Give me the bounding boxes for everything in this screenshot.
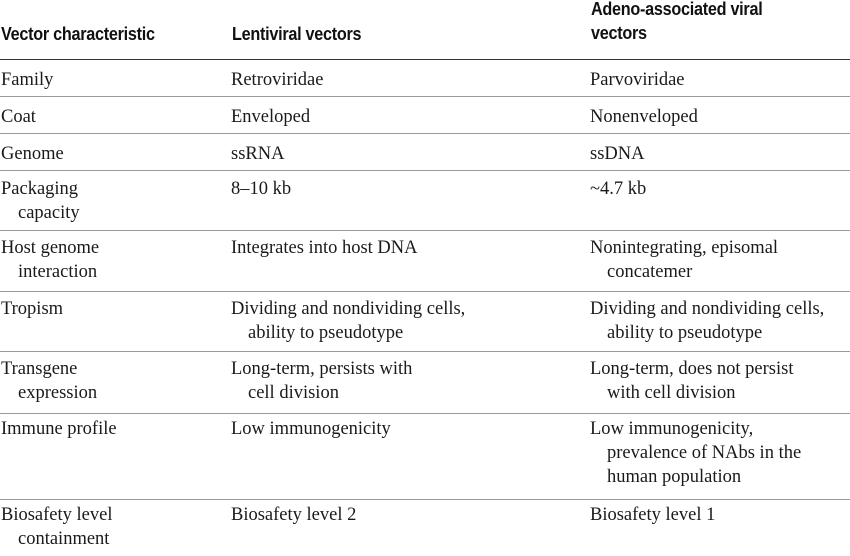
cell-aav [590, 68, 685, 92]
cell-aav [590, 357, 793, 405]
table-row [0, 414, 850, 500]
cell-line: ~4.7 kb [590, 179, 647, 199]
cell-line: capacity [18, 203, 80, 223]
table-row [0, 134, 850, 171]
cell-characteristic [1, 236, 99, 284]
cell-line: ssRNA [231, 144, 285, 164]
cell-line: Low immunogenicity, [590, 419, 754, 439]
cell-line: Long-term, does not persist [590, 359, 794, 379]
cell-line: ability to pseudotype [248, 323, 404, 343]
table-row [0, 60, 850, 97]
cell-lentiviral [231, 503, 356, 527]
header-lentiviral-vectors: Lentiviral vectors [232, 24, 362, 44]
cell-aav [590, 503, 715, 527]
table-row [0, 97, 850, 134]
cell-lentiviral [231, 417, 391, 441]
table-row [0, 500, 850, 556]
cell-line: Nonintegrating, episomal [590, 238, 779, 258]
cell-line: Tropism [1, 299, 64, 319]
table-row [0, 352, 850, 414]
cell-line: Host genome [1, 238, 100, 258]
cell-line: Integrates into host DNA [231, 238, 418, 258]
cell-line: Immune profile [1, 419, 117, 439]
table-header [0, 0, 850, 60]
table-row [0, 231, 850, 292]
cell-lentiviral [231, 177, 291, 201]
cell-line: Biosafety level 1 [590, 505, 716, 525]
cell-characteristic [1, 297, 63, 321]
cell-line: containment [18, 529, 110, 549]
cell-line: Long-term, persists with [231, 359, 413, 379]
header-vector-characteristic: Vector characteristic [1, 24, 155, 44]
cell-lentiviral [231, 236, 418, 260]
cell-line: with cell division [607, 383, 736, 403]
cell-characteristic [1, 68, 53, 92]
cell-line: cell division [248, 383, 339, 403]
cell-line: Parvoviridae [590, 70, 685, 90]
cell-aav [590, 177, 646, 201]
cell-characteristic [1, 417, 117, 441]
cell-line: Dividing and nondividing cells, [231, 299, 466, 319]
cell-characteristic [1, 142, 64, 166]
cell-lentiviral [231, 297, 465, 345]
cell-line: ssDNA [590, 144, 645, 164]
cell-lentiviral [231, 105, 310, 129]
cell-characteristic [1, 357, 97, 405]
cell-characteristic [1, 503, 112, 551]
cell-line: Coat [1, 107, 36, 127]
cell-line: Family [1, 70, 54, 90]
table-row [0, 171, 850, 231]
cell-aav [590, 142, 644, 166]
cell-line: human population [607, 467, 742, 487]
cell-line: expression [18, 383, 98, 403]
cell-lentiviral [231, 142, 284, 166]
header-aav-line: vectors [591, 23, 647, 43]
cell-aav [590, 105, 698, 129]
cell-line: Biosafety level [1, 505, 113, 525]
table-row [0, 292, 850, 352]
cell-line: Retroviridae [231, 70, 324, 90]
cell-lentiviral [231, 357, 412, 405]
cell-line: Genome [1, 144, 64, 164]
cell-lentiviral [231, 68, 323, 92]
cell-line: Enveloped [231, 107, 311, 127]
cell-line: Dividing and nondividing cells, [590, 299, 825, 319]
cell-characteristic [1, 105, 36, 129]
cell-line: concatemer [607, 262, 693, 282]
cell-line: interaction [18, 262, 98, 282]
cell-line: Transgene [1, 359, 78, 379]
cell-line: ability to pseudotype [607, 323, 763, 343]
cell-line: 8–10 kb [231, 179, 292, 199]
header-aav-line: Adeno-associated viral [591, 0, 763, 19]
cell-line: Biosafety level 2 [231, 505, 357, 525]
cell-line: Low immunogenicity [231, 419, 391, 439]
header-aav-vectors [591, 0, 762, 45]
cell-line: Nonenveloped [590, 107, 698, 127]
cell-line: Packaging [1, 179, 79, 199]
cell-aav [590, 297, 824, 345]
cell-aav [590, 236, 778, 284]
cell-aav [590, 417, 801, 489]
cell-line: prevalence of NAbs in the [607, 443, 802, 463]
table-body [0, 60, 850, 556]
cell-characteristic [1, 177, 80, 225]
